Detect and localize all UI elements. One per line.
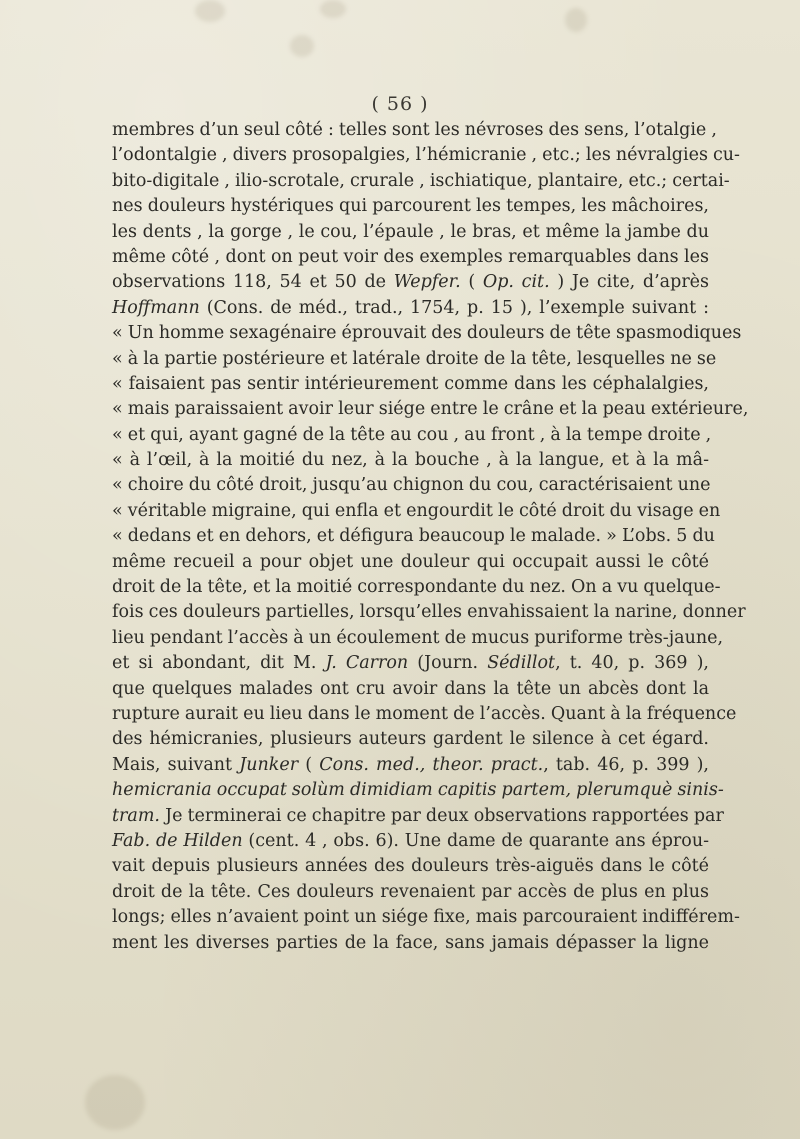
- italic-run: hemicrania occupat solùm dimidiam capitis partem, plerumquè sinis-: [112, 780, 724, 801]
- text-run: observations 118, 54 et 50 de: [112, 272, 394, 293]
- text-line: [112, 118, 717, 143]
- text-line: [112, 321, 742, 346]
- text-run: , tab. 46, p. 399 ),: [543, 754, 709, 775]
- text-run: « véritable migraine, qui enfla et engourdit le côté droit du visage en: [112, 500, 721, 521]
- paper-stain: [290, 35, 314, 57]
- text-run: « à la partie postérieure et latérale droite de la tête, lesquelles ne se: [112, 348, 717, 369]
- text-line: [112, 626, 724, 651]
- text-run: bito-digitale , ilio-scrotale, crurale , ischiatique, plantaire, etc.; certai-: [112, 170, 730, 191]
- italic-run: Junker: [239, 754, 299, 775]
- text-line: [112, 347, 717, 372]
- text-run: Je terminerai ce chapitre par deux observations rapportées par: [160, 805, 724, 826]
- text-run: vait depuis plusieurs années des douleurs très-aiguës dans le côté: [112, 856, 709, 877]
- italic-run: J. Carron: [325, 653, 409, 674]
- text-line: [112, 169, 730, 194]
- text-line: [112, 550, 709, 575]
- text-run: (: [298, 754, 320, 775]
- text-run: et si abondant, dit M.: [112, 653, 326, 674]
- text-line: [112, 245, 709, 270]
- italic-run: Cons. med., theor. pract.: [319, 754, 544, 775]
- text-line: [112, 651, 709, 676]
- text-line: [112, 931, 709, 956]
- text-run: l’odontalgie , divers prosopalgies, l’hémicranie , etc.; les névralgies cu-: [112, 145, 740, 166]
- text-run: droit de la tête. Ces douleurs revenaient par accès de plus en plus: [112, 881, 709, 902]
- text-run: (: [460, 272, 483, 293]
- text-line: [112, 448, 709, 473]
- text-run: rupture aurait eu lieu dans le moment de l’accès. Quant à la fréquence: [112, 703, 737, 724]
- text-run: fois ces douleurs partielles, lorsqu’elles envahissaient la narine, donner: [112, 602, 746, 623]
- text-line: [112, 600, 746, 625]
- text-line: [112, 423, 712, 448]
- text-line: [112, 854, 709, 879]
- text-run: (Journ.: [408, 653, 488, 674]
- text-line: [112, 753, 709, 778]
- italic-run: Fab. de Hilden: [112, 830, 243, 851]
- italic-run: tram.: [112, 805, 160, 826]
- text-run: que quelques malades ont cru avoir dans la tête un abcès dont la: [112, 678, 709, 699]
- text-run: membres d’un seul côté : telles sont les névroses des sens, l’otalgie ,: [112, 120, 717, 140]
- text-line: [112, 575, 721, 600]
- italic-run: Sédillot: [487, 653, 556, 674]
- text-line: [112, 702, 737, 727]
- text-line: [112, 778, 724, 803]
- text-line: [112, 880, 709, 905]
- text-line: [112, 804, 724, 829]
- text-line: [112, 143, 740, 168]
- text-run: des hémicranies, plusieurs auteurs gardent le silence à cet égard.: [112, 729, 709, 750]
- text-line: [112, 473, 709, 498]
- text-run: « faisaient pas sentir intérieurement comme dans les céphalalgies,: [112, 373, 709, 394]
- paper-stain: [85, 1075, 145, 1130]
- text-line: [112, 524, 715, 549]
- text-run: les dents , la gorge , le cou, l’épaule , le bras, et même la jambe du: [112, 221, 709, 242]
- body-text: [112, 118, 749, 956]
- text-line: [112, 397, 749, 422]
- text-run: « dedans et en dehors, et défigura beaucoup le malade. » L’obs. 5 du: [112, 526, 715, 547]
- paper-stain: [565, 8, 587, 32]
- text-run: Mais, suivant: [112, 754, 240, 775]
- text-run: « mais paraissaient avoir leur siége entre le crâne et la peau extérieure,: [112, 399, 749, 420]
- text-line: [112, 220, 709, 245]
- text-line: [112, 677, 709, 702]
- text-run: lieu pendant l’accès à un écoulement de mucus puriforme très-jaune,: [112, 627, 724, 648]
- text-run: , t. 40, p. 369 ),: [555, 653, 709, 674]
- text-run: « et qui, ayant gagné de la tête au cou , au front , à la tempe droite ,: [112, 424, 712, 445]
- italic-run: Wepfer.: [393, 272, 461, 293]
- text-run: même recueil a pour objet une douleur qui occupait aussi le côté: [112, 551, 709, 572]
- text-line: [112, 296, 709, 321]
- text-run: (cent. 4 , obs. 6). Une dame de quarante ans éprou-: [242, 830, 709, 851]
- text-run: même côté , dont on peut voir des exemples remarquables dans les: [112, 246, 709, 267]
- paper-stain: [195, 0, 225, 22]
- italic-run: Hoffmann: [112, 297, 200, 318]
- italic-run: Op. cit.: [482, 272, 550, 293]
- text-line: [112, 372, 709, 397]
- text-run: droit de la tête, et la moitié correspondante du nez. On a vu quelque-: [112, 577, 721, 598]
- text-line: [112, 829, 709, 854]
- page-number: ( 56 ): [371, 93, 429, 115]
- text-run: ment les diverses parties de la face, sans jamais dépasser la ligne: [112, 932, 709, 953]
- text-run: « choire du côté droit, jusqu’au chignon du cou, caractérisaient une: [112, 475, 711, 496]
- text-line: [112, 194, 709, 219]
- text-line: [112, 905, 740, 930]
- paper-stain: [320, 0, 346, 18]
- text-run: « à l’œil, à la moitié du nez, à la bouche , à la langue, et à la mâ-: [112, 450, 709, 471]
- text-line: [112, 727, 709, 752]
- text-run: ) Je cite, d’après: [549, 272, 710, 293]
- text-line: [112, 499, 721, 524]
- text-run: « Un homme sexagénaire éprouvait des douleurs de tête spasmodiques: [112, 323, 742, 344]
- text-run: nes douleurs hystériques qui parcourent les tempes, les mâchoires,: [112, 196, 709, 217]
- text-run: (Cons. de méd., trad., 1754, p. 15 ), l’exemple suivant :: [199, 297, 709, 318]
- text-line: [112, 270, 709, 295]
- text-run: longs; elles n’avaient point un siége fixe, mais parcouraient indifférem-: [112, 907, 740, 928]
